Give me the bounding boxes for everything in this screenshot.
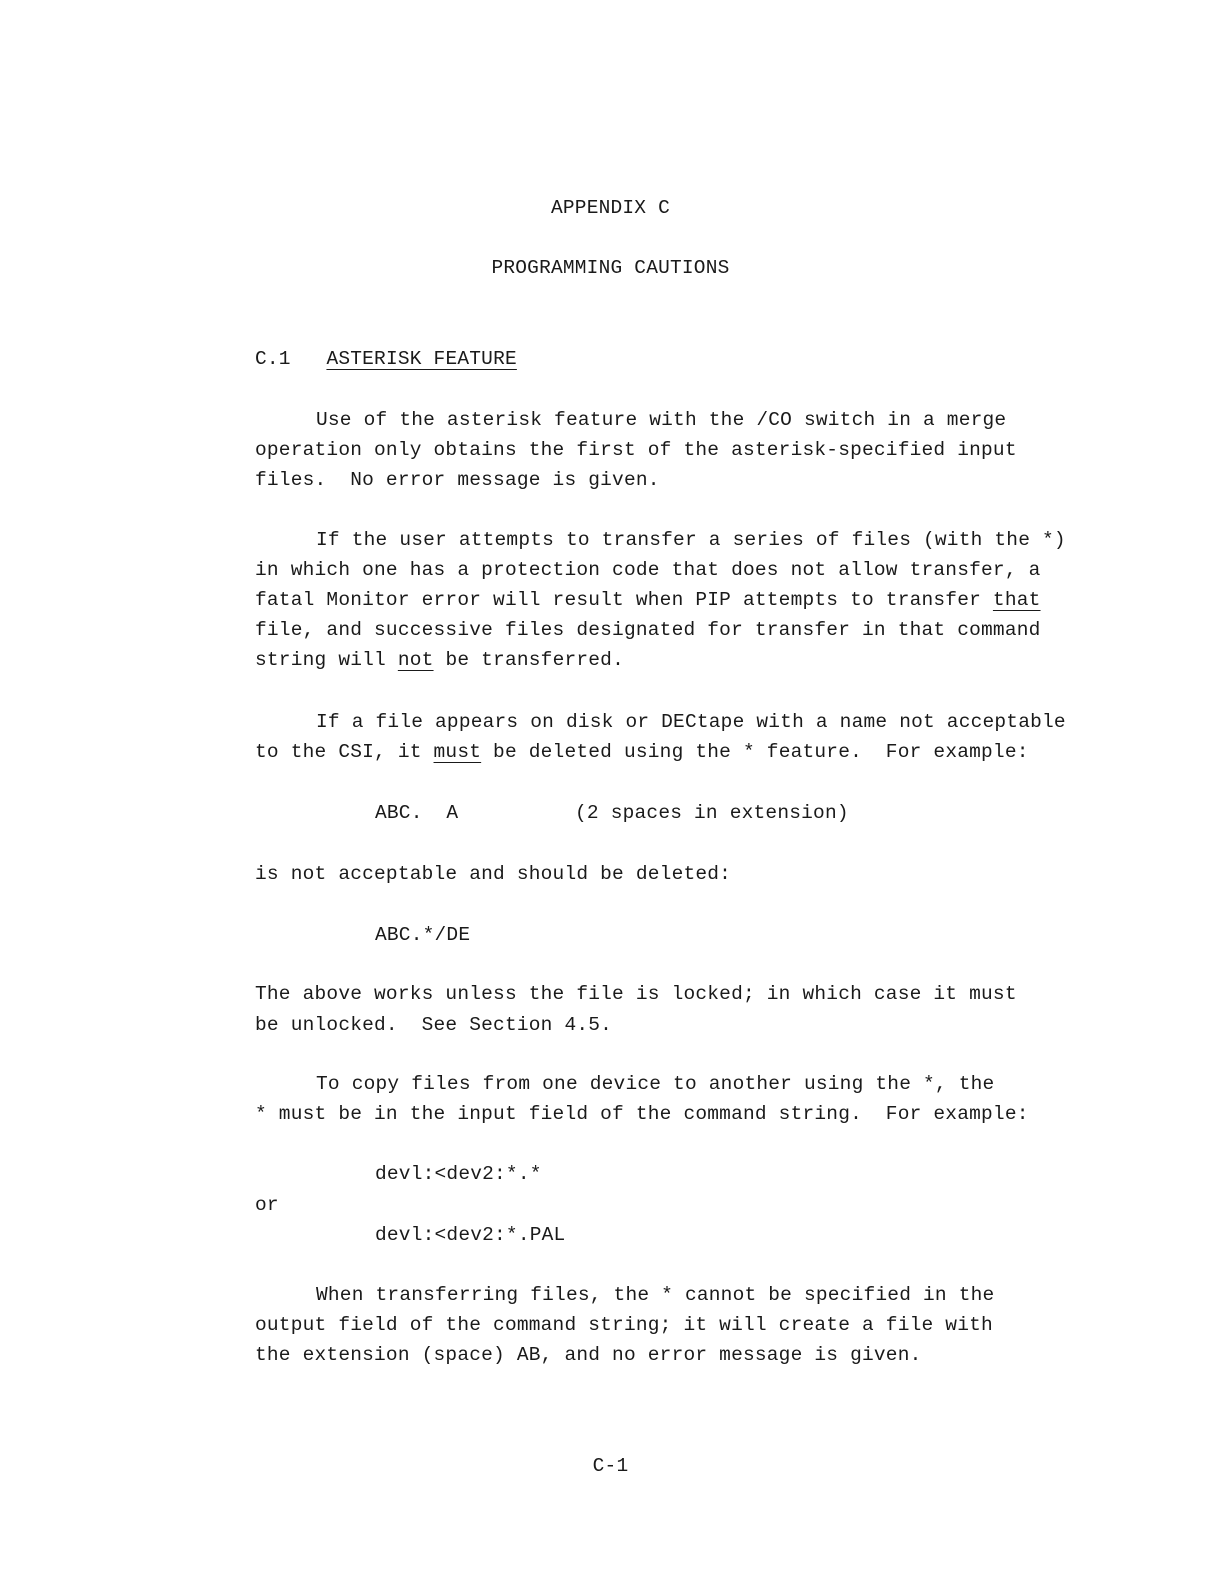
appendix-title: PROGRAMMING CAUTIONS: [491, 257, 730, 279]
paragraph-3-line-2-pre: to the CSI, it: [255, 741, 434, 763]
appendix-label: APPENDIX C: [550, 197, 671, 219]
example-4-code: devl:<dev2:*.PAL: [375, 1224, 566, 1246]
example-1-note: (2 spaces in extension): [575, 802, 849, 824]
paragraph-2-line-5-pre: string will: [255, 649, 398, 671]
emphasis-must: must: [433, 741, 482, 763]
example-1-code: ABC. A: [375, 802, 459, 824]
section-number: C.1: [255, 348, 291, 370]
paragraph-4-line-1: The above works unless the file is locked; in which case it must: [255, 983, 1017, 1005]
paragraph-5-line-1: To copy files from one device to another using the *, the: [316, 1073, 995, 1095]
page-number: C-1: [592, 1455, 629, 1477]
or-word: or: [255, 1194, 279, 1216]
example-3-code: devl:<dev2:*.*: [375, 1163, 542, 1185]
paragraph-2-line-3-text: fatal Monitor error will result when PIP attempts to transfer: [255, 589, 993, 611]
paragraph-3-line-2: [255, 740, 1029, 764]
paragraph-1-line-3: files. No error message is given.: [255, 469, 660, 491]
paragraph-2-line-2: in which one has a protection code that does not allow transfer, a: [255, 559, 1041, 581]
example-2-code: ABC.*/DE: [375, 924, 471, 946]
not-acceptable-line: is not acceptable and should be deleted:: [255, 863, 732, 885]
paragraph-2-line-1: If the user attempts to transfer a series of files (with the *): [316, 529, 1066, 551]
paragraph-2-line-5-post: be transferred.: [433, 649, 624, 671]
paragraph-6-line-3: the extension (space) AB, and no error message is given.: [255, 1344, 922, 1366]
paragraph-2-line-4: file, and successive files designated for transfer in that command: [255, 619, 1041, 641]
paragraph-5-line-2: * must be in the input field of the command string. For example:: [255, 1103, 1029, 1125]
emphasis-that: that: [992, 589, 1041, 611]
paragraph-4-line-2: be unlocked. See Section 4.5.: [255, 1014, 613, 1036]
emphasis-not: not: [397, 649, 434, 671]
paragraph-1-line-1: Use of the asterisk feature with the /CO switch in a merge: [316, 409, 1007, 431]
section-title: ASTERISK FEATURE: [326, 348, 517, 370]
paragraph-2-line-3: [255, 588, 1041, 612]
paragraph-2-line-5: [255, 648, 624, 672]
paragraph-6-line-1: When transferring files, the * cannot be specified in the: [316, 1284, 995, 1306]
paragraph-3-line-1: If a file appears on disk or DECtape with a name not acceptable: [316, 711, 1066, 733]
section-heading: [255, 347, 517, 371]
paragraph-3-line-2-post: be deleted using the * feature. For example:: [481, 741, 1029, 763]
paragraph-1-line-2: operation only obtains the first of the asterisk-specified input: [255, 439, 1017, 461]
paragraph-6-line-2: output field of the command string; it will create a file with: [255, 1314, 993, 1336]
